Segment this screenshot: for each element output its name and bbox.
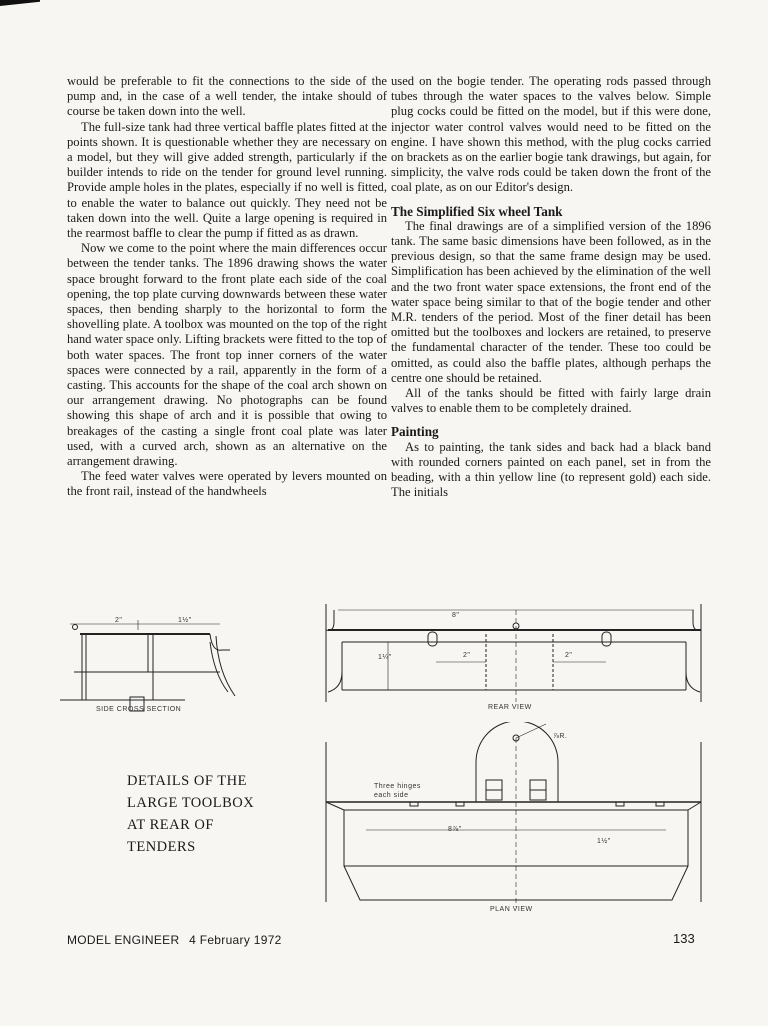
paragraph: used on the bogie tender. The operating rods passed through tubes through the water spaces to the valves below. Simple plug cocks could be fitted on the model, but if this were done, injector water control valves would need to be fitted on the engine. I have shown this method, with the plug cocks carried on brackets as on the earlier bogie tank drawings, but again, for simplicity, the valve rods could be taken down the front of the coal plate, as on our Editor's design. (391, 74, 711, 195)
rear-dim-left: 2" (463, 652, 471, 659)
side-dim-a: 2" (115, 617, 123, 624)
side-cross-section-drawing (60, 612, 240, 717)
scan-corner-mark (0, 0, 40, 6)
paragraph: All of the tanks should be fitted with fairly large drain valves to enable them to be completely drained. (391, 386, 711, 416)
caption-line: LARGE TOOLBOX (127, 795, 255, 811)
section-heading: Painting (391, 424, 439, 440)
paragraph: The final drawings are of a simplified version of the 1896 tank. The same basic dimensions have been followed, as in the previous design, so that the same frame design may be used. Simplification has been achieved by the elimination of the well and the two front water space extensions, the front end of the water space being similar to that of the bogie tender and other M.R. tenders of the period. Most of the finer detail has been omitted but the toolboxes and lockers are retained, to preserve the fundamental character of the tender. These too could be omitted, as could also the baffle plates, although perhaps the centre one should be retained. (391, 218, 711, 385)
paragraph: Now we come to the point where the main differences occur between the tender tanks. The 1896 drawing shows the water space brought forward to the front plate each side of the coal opening, the top plate curving downwards between these water spaces, then bending sharply to the horizontal to form the shovelling plate. A toolbox was mounted on the top of the right hand water space only. Lifting brackets were fitted to the top of both water spaces. The front top inner corners of the water spaces were connected by a rail, apparently in the form of a casting. This accounts for the shape of the coal arch shown on our arrangement drawing. No photographs can be found showing this shape of arch and it is possible that owing to breakages of the casting a single front coal plate was later used, with a curved arch, shown as an alternative on the arrangement drawing. (67, 241, 387, 469)
plan-dim-radius: ⅞R. (553, 733, 568, 740)
issue-date: 4 February 1972 (189, 933, 282, 947)
rear-view-drawing (316, 602, 716, 707)
paragraph: The feed water valves were operated by levers mounted on the front rail, instead of the handwheels (67, 469, 387, 499)
page-number: 133 (673, 931, 695, 946)
rear-dim-right: 2" (565, 652, 573, 659)
side-section-caption: SIDE CROSS SECTION (96, 706, 182, 713)
caption-line: AT REAR OF (127, 817, 214, 833)
paragraph: The full-size tank had three vertical baffle plates fitted at the points shown. It is questionable whether they are necessary on a model, but they will give added strength, particularly if the builder intends to ride on the tender for ground level running. Provide ample holes in the plates, especially if no well is fitted, to enable the water to balance out quickly. They need not be taken down into the well. Quite a large opening is required in the rearmost baffle to clear the pump if fitted as as drawn. (67, 119, 387, 241)
toolbox-figure-caption (127, 770, 297, 858)
rear-dim-height: 1¼" (378, 654, 392, 661)
plan-view-caption: PLAN VIEW (490, 906, 533, 913)
right-text-column (391, 74, 711, 500)
plan-dim-length: 8⅞" (448, 826, 462, 833)
section-heading: The Simplified Six wheel Tank (391, 203, 563, 219)
publication-name: MODEL ENGINEER (67, 933, 180, 947)
caption-line: TENDERS (127, 839, 196, 855)
plan-dim-depth: 1½" (597, 838, 611, 845)
page-footer (67, 933, 282, 947)
rear-view-caption: REAR VIEW (488, 704, 532, 711)
left-text-column (67, 74, 387, 500)
side-dim-b: 1½" (178, 617, 192, 624)
paragraph: would be preferable to fit the connections to the side of the pump and, in the case of a well tender, the intake should of course be taken down into the well. (67, 74, 387, 119)
rear-dim-width: 8" (452, 612, 460, 619)
paragraph: As to painting, the tank sides and back had a black band with rounded corners painted on each panel, set in from the beading, with a thin yellow line (to represent gold) each side. The initials (391, 439, 711, 500)
plan-view-drawing (316, 722, 716, 912)
caption-line: DETAILS OF THE (127, 773, 247, 789)
plan-note-hinges: Three hinges each side (374, 783, 421, 799)
